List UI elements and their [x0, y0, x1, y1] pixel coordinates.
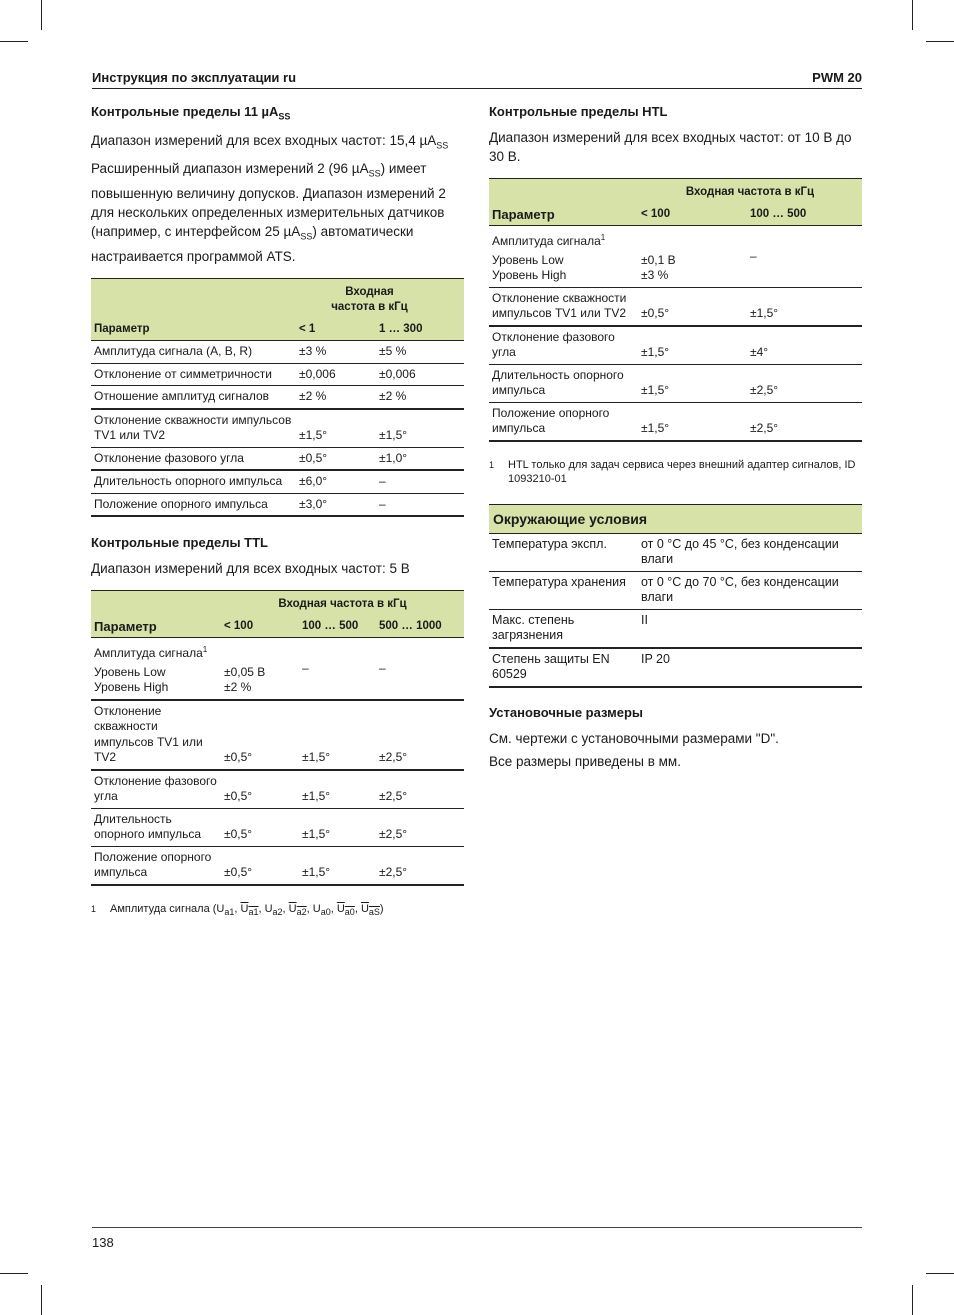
table-row [489, 402, 862, 441]
crop-mark [0, 41, 28, 42]
table-cell: ±1,5° [299, 428, 328, 443]
table-cell: ±2 % [379, 389, 407, 404]
table-cell: ±1,5° [302, 750, 331, 765]
table-cell: ±2,5° [750, 421, 779, 435]
table-cell: ±1,5° [302, 789, 331, 804]
table-row [91, 770, 464, 809]
crop-mark [0, 1273, 28, 1274]
table-cell: Степень защиты EN 60529 [492, 651, 610, 681]
table-row [91, 846, 464, 885]
table-cell: ±2,5° [750, 383, 779, 397]
paragraph-range-htl: Диапазон измерений для всех входных частот: от 10 В до 30 В. [489, 130, 852, 164]
section-title-ttl: Контрольные пределы TTL [91, 535, 268, 551]
section-title-htl: Контрольные пределы HTL [489, 104, 668, 119]
table-row [91, 341, 464, 364]
crop-mark [926, 41, 954, 42]
left-column [91, 104, 464, 919]
table-cell: Положение опорного импульса [94, 496, 268, 511]
table-row [91, 409, 464, 448]
table-cell: Отклонение скважности импульсов TV1 или TV2 [94, 412, 292, 443]
table-cell: ±0,5° [224, 750, 253, 765]
table-cell: ±1,5° [302, 827, 331, 842]
table-cell: Амплитуда сигнала (A, B, R) [94, 344, 253, 359]
table-cell: Положение опорного импульса [492, 405, 610, 435]
table-cell: Положение опорного импульса [94, 849, 212, 880]
crop-mark [41, 0, 42, 30]
crop-mark [41, 1285, 42, 1315]
table-row [489, 287, 862, 326]
table-cell: IP 20 [641, 651, 670, 666]
table-cell: ±1,5° [302, 865, 331, 880]
table-row [91, 447, 464, 470]
table-cell: ±6,0° [299, 474, 328, 489]
paragraph-dimensions-2: Все размеры приведены в мм. [489, 753, 681, 769]
table-header-col: < 1 [296, 319, 376, 341]
footer-rule [92, 1227, 862, 1228]
table-cell: Отклонение скважности импульсов TV1 или TV2 [94, 703, 203, 765]
table-cell: ±2 % [299, 389, 327, 404]
environment-title: Окружающие условия [489, 504, 862, 534]
table-row [489, 364, 862, 402]
table-row [91, 700, 464, 770]
table-header-col: 1 … 300 [376, 319, 464, 341]
table-11ua [91, 278, 464, 518]
table-cell: ±4° [750, 345, 769, 359]
table-header-col: < 100 [221, 616, 299, 638]
table-cell: Температура экспл. [492, 536, 607, 551]
table-cell: ±0,006 [379, 366, 416, 381]
right-column [489, 104, 862, 775]
table-cell: ±3 % [299, 344, 327, 359]
table-cell: ±1,5° [641, 383, 670, 397]
table-row: Амплитуда сигнала$^1$ Уровень Low Уровень High ±0,05 В ±2 % – – [91, 638, 464, 700]
table-row [489, 326, 862, 365]
table-cell: ±0,5° [224, 789, 253, 804]
table-cell: ±0,5° [641, 306, 670, 320]
table-cell: ±2,5° [379, 750, 408, 765]
header-model: PWM 20 [812, 70, 862, 85]
table-header-col: 100 … 500 [747, 204, 862, 226]
table-header-param: Параметр [91, 616, 221, 638]
table-cell: ±2,5° [379, 865, 408, 880]
table-cell: Отклонение фазового угла [94, 773, 217, 804]
table-row [489, 648, 862, 687]
table-row [489, 534, 862, 572]
table-row [91, 808, 464, 846]
table-cell: Отклонение фазового угла [94, 450, 244, 465]
section-title-11ua: Контрольные пределы 11 µA$_{SS}$ [91, 104, 291, 122]
table-header-col: 100 … 500 [299, 616, 376, 638]
page-number: 138 [92, 1235, 114, 1250]
table-cell: Длительность опорного импульса [94, 811, 202, 842]
footnote-htl: 1 HTL только для задач сервиса через внешний адаптер сигналов, ID 1093210-01 [489, 458, 856, 485]
table-cell: ±2,5° [379, 827, 408, 842]
table-cell: II [641, 612, 648, 627]
table-cell: ±0,5° [224, 827, 253, 842]
table-cell: ±1,0° [379, 450, 408, 465]
table-cell: ±0,5° [224, 865, 253, 880]
page-header [92, 70, 862, 89]
paragraph-range-11ua: Диапазон измерений для всех входных частот: 15,4 µA$_{SS}$ [91, 132, 449, 151]
crop-mark [912, 1285, 913, 1315]
table-cell: ±3,0° [299, 496, 328, 511]
table-ttl [91, 590, 464, 886]
paragraph-extended-range: Расширенный диапазон измерений 2 (96 µA$_{SS}$) имеет повышенную величину допусков. Диапазон измерений 2 для нескольких определенных измерительных датчиков (например, с интерфейсом 25 µA$_{SS}$) автоматически настраивается программой ATS. [91, 161, 446, 264]
table-row [91, 493, 464, 516]
table-cell: ±1,5° [750, 306, 779, 320]
table-header-param: Параметр [489, 204, 638, 226]
table-row [489, 571, 862, 609]
table-cell: – [379, 474, 386, 489]
table-cell: ±1,5° [641, 421, 670, 435]
paragraph-range-ttl: Диапазон измерений для всех входных частот: 5 В [91, 561, 410, 577]
table-cell: ±2,5° [379, 789, 408, 804]
table-cell: Отклонение от симметричности [94, 366, 273, 381]
table-cell: Температура хранения [492, 574, 626, 589]
table-cell: Отклонение фазового угла [492, 329, 615, 359]
table-row [91, 363, 464, 386]
table-header-group: Входная частота в кГц [221, 591, 464, 616]
table-header-group: Входная частота в кГц [638, 179, 862, 204]
table-cell: – [379, 496, 386, 511]
table-cell: Длительность опорного импульса [492, 367, 624, 397]
table-cell: от 0 °C до 45 °C, без конденсации влаги [641, 536, 839, 566]
paragraph-dimensions-1: См. чертежи с установочными размерами "D". [489, 730, 779, 746]
table-cell: Макс. степень загрязнения [492, 612, 575, 642]
table-cell: ±1,5° [379, 428, 408, 443]
table-cell: ±5 % [379, 344, 407, 359]
table-row: Амплитуда сигнала$^1$ Уровень Low Уровень High ±0,1 В ±3 % – [489, 226, 862, 288]
table-header-param: Параметр [91, 319, 296, 341]
table-cell: от 0 °C до 70 °C, без конденсации влаги [641, 574, 839, 604]
environment-table [489, 504, 862, 688]
crop-mark [912, 0, 913, 30]
table-row [91, 470, 464, 493]
table-cell: Длительность опорного импульса [94, 474, 283, 489]
header-title: Инструкция по эксплуатации ru [92, 70, 297, 85]
table-htl [489, 178, 862, 442]
table-cell: ±1,5° [641, 345, 670, 359]
footnote-ttl: 1 Амплитуда сигнала ($U_{a1}$, $\overline{U}_{a1}$, $U_{a2}$, $\overline{U}_{a2}$, $U_{a0}$, $\overline{U}_{a0}$, $\overline{U}_{\overline{aS}}$) [91, 902, 384, 917]
table-cell: Отношение амплитуд сигналов [94, 389, 270, 404]
crop-mark [926, 1273, 954, 1274]
table-cell: Отклонение скважности импульсов TV1 или TV2 [492, 290, 627, 320]
table-cell: ±0,006 [299, 366, 336, 381]
section-title-dimensions: Установочные размеры [489, 704, 644, 720]
table-row [91, 386, 464, 409]
table-header-col: < 100 [638, 204, 747, 226]
table-cell: ±0,5° [299, 450, 328, 465]
table-header-group: Входная частота в кГц [296, 278, 464, 319]
table-row [489, 609, 862, 648]
table-header-col: 500 … 1000 [376, 616, 464, 638]
